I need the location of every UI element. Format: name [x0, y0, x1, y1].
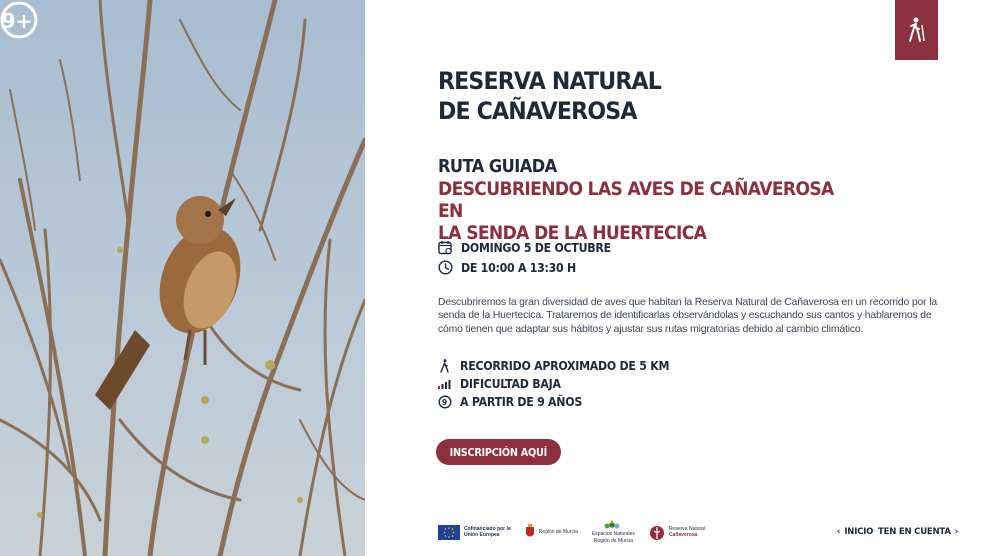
- sponsor-logos: [438, 519, 705, 545]
- calendar-icon: [438, 240, 453, 255]
- eu-text-2: Unión Europea: [464, 532, 500, 538]
- eu-logo: [438, 525, 511, 540]
- clock-icon: [438, 260, 453, 275]
- route-kicker: RUTA GUIADA: [438, 156, 557, 177]
- register-button[interactable]: [436, 439, 561, 465]
- page-title: [438, 66, 824, 126]
- feature-age: [438, 394, 599, 409]
- feature-difficulty-label: DIFICULTAD BAJA: [460, 376, 561, 391]
- feature-difficulty: [438, 376, 574, 391]
- reserva-text-1: Reserva Natural: [668, 526, 706, 532]
- murcia-text: Región de Murcia: [538, 529, 578, 535]
- age-9-icon: [438, 395, 452, 409]
- murcia-shield-icon: [525, 524, 535, 540]
- difficulty-bars-icon: [438, 379, 452, 389]
- reserva-canaverosa-logo: [649, 523, 705, 541]
- feature-distance-label: RECORRIDO APROXIMADO DE 5 KM: [460, 358, 670, 373]
- title-line-2: DE CAÑAVEROSA: [438, 97, 637, 125]
- feature-age-label: A PARTIR DE 9 AÑOS: [460, 394, 582, 409]
- hiking-activity-badge: [895, 0, 938, 60]
- route-name-line-1: DESCUBRIENDO LAS AVES DE CAÑAVEROSA EN: [438, 178, 834, 222]
- espacios-icon: [604, 520, 622, 530]
- route-name-line-2: LA SENDA DE LA HUERTECICA: [438, 222, 707, 244]
- event-time: DE 10:00 A 13:30 H: [461, 260, 576, 275]
- reserva-text-2: Cañaverosa: [668, 532, 698, 538]
- region-murcia-logo: [525, 524, 578, 540]
- date-row: [438, 240, 631, 255]
- chevron-right-icon: ›: [954, 527, 959, 537]
- register-button-label: INSCRIPCIÓN AQUÍ: [449, 445, 548, 459]
- branches-illustration: [0, 0, 365, 556]
- svg-text:9: 9: [442, 397, 447, 407]
- espacios-text-2: Región de Murcia: [593, 538, 633, 544]
- event-date: DOMINGO 5 DE OCTUBRE: [461, 240, 611, 255]
- espacios-naturales-logo: [592, 520, 635, 544]
- nav-ten-en-cuenta-link[interactable]: [878, 527, 958, 537]
- eu-flag-icon: [438, 525, 460, 540]
- nav-inicio-label: INICIO: [844, 527, 874, 537]
- bird-photo: [0, 0, 365, 556]
- route-name: [438, 178, 852, 244]
- chevron-left-icon: ‹: [837, 527, 841, 537]
- route-description: Descubriremos la gran diversidad de aves que habitan la Reserva Natural de Cañaverosa en un recorrido por la senda de la Huertecica. Trataremos de identificarlas observándolas y escuchando sus cantos y hablaremos de cómo tienen que adaptar sus hábitos y ajustar sus rutas migratorias debido al cambio climático.: [438, 297, 937, 335]
- nav-inicio-link[interactable]: [837, 527, 873, 537]
- espacios-text-1: Espacios Naturales: [591, 531, 635, 537]
- nav-ten-en-cuenta-label: TEN EN CUENTA: [878, 527, 951, 537]
- feature-distance: [438, 358, 698, 373]
- age-9-plus-badge: [0, 0, 40, 40]
- svg-text:9+: 9+: [1, 9, 33, 33]
- hiker-icon: [439, 359, 451, 373]
- hiker-icon: [907, 17, 927, 43]
- reserva-emblem-icon: [649, 523, 665, 541]
- time-row: [438, 260, 592, 275]
- eu-text-1: Cofinanciado por la: [464, 526, 511, 532]
- title-line-1: RESERVA NATURAL: [438, 67, 662, 95]
